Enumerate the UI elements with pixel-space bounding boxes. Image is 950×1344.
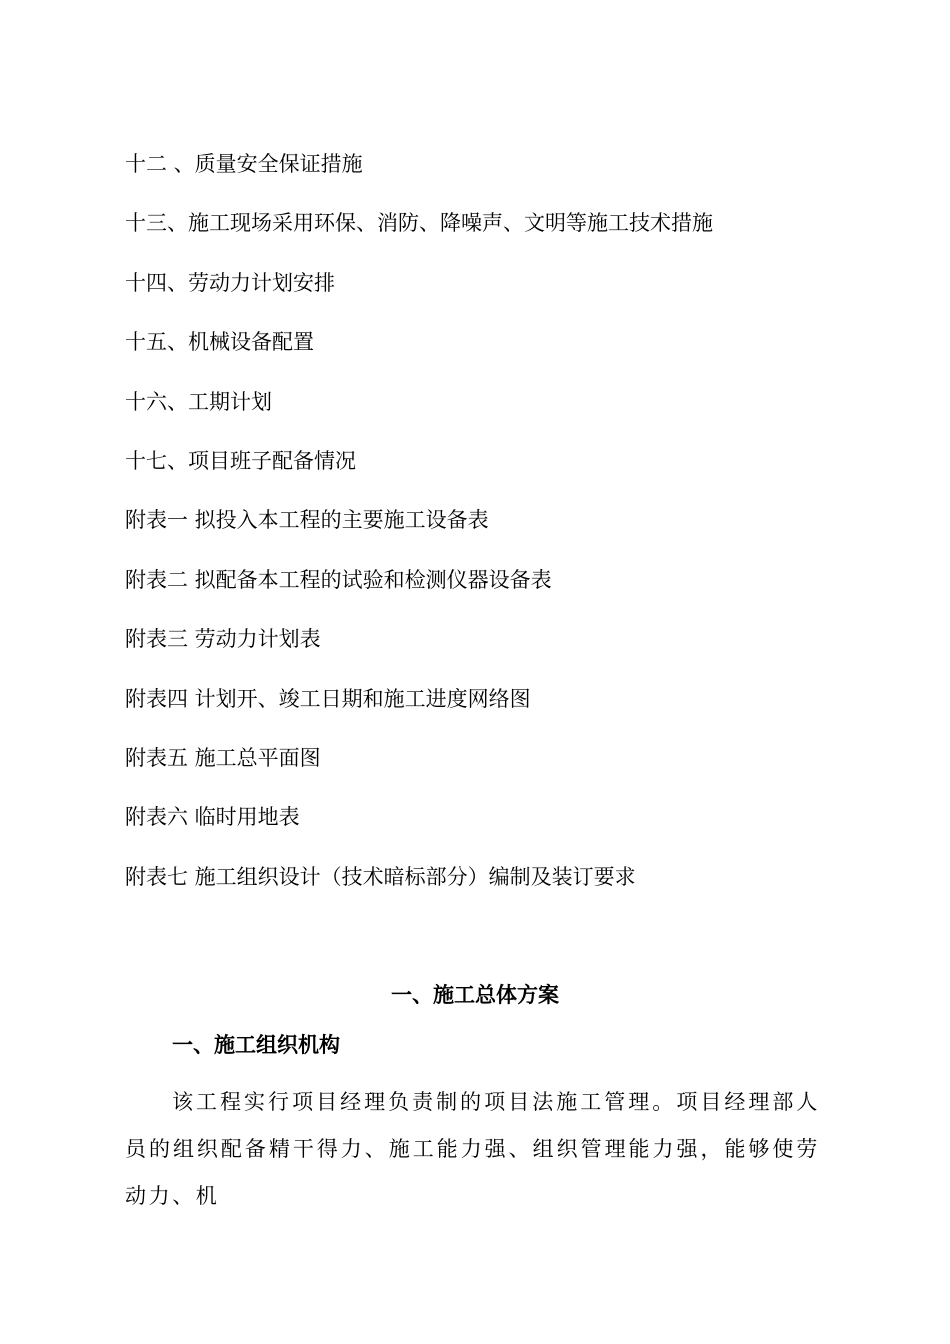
- toc-item: 附表一 拟投入本工程的主要施工设备表: [125, 508, 489, 533]
- section-title: 一、施工总体方案: [391, 982, 559, 1007]
- subsection-title: 一、施工组织机构: [172, 1032, 340, 1057]
- toc-item: 十四、劳动力计划安排: [125, 270, 335, 295]
- toc-item: 附表二 拟配备本工程的试验和检测仪器设备表: [125, 567, 552, 592]
- toc-item: 十三、施工现场采用环保、消防、降噪声、文明等施工技术措施: [125, 211, 713, 236]
- toc-item: 十二 、质量安全保证措施: [125, 152, 363, 176]
- toc-item: 附表七 施工组织设计（技术暗标部分）编制及装订要求: [125, 864, 636, 889]
- toc-item: 十五、机械设备配置: [125, 330, 314, 355]
- table-of-contents: [125, 149, 845, 921]
- body-paragraph: 该工程实行项目经理负责制的项目法施工管理。项目经理部人员的组织配备精干得力、施工能力强、组织管理能力强，能够使劳动力、机: [125, 1090, 820, 1208]
- toc-item: 十六、工期计划: [125, 389, 272, 414]
- toc-item: 附表四 计划开、竣工日期和施工进度网络图: [125, 686, 531, 711]
- toc-item: 附表五 施工总平面图: [125, 745, 321, 770]
- toc-item: 十七、项目班子配备情况: [125, 448, 356, 473]
- toc-item: 附表三 劳动力计划表: [125, 627, 321, 652]
- toc-item: 附表六 临时用地表: [125, 805, 300, 830]
